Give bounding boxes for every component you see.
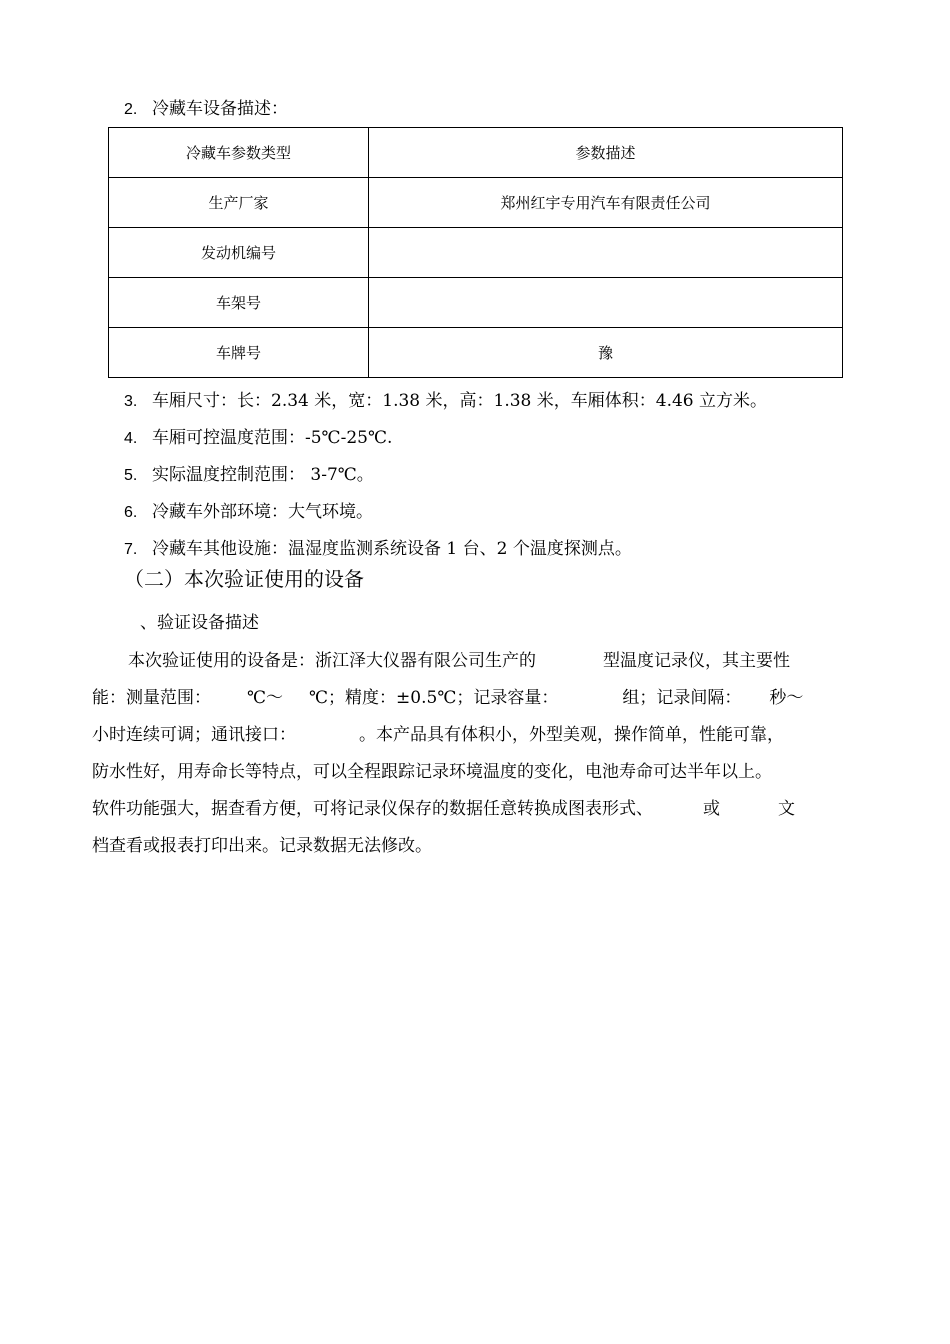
list-item-3	[124, 390, 767, 413]
vehicle-spec-table	[108, 127, 843, 378]
table-row	[109, 228, 843, 278]
table-header-cell: 冷藏车参数类型	[109, 128, 369, 178]
paragraph-line	[92, 798, 860, 820]
paragraph-line	[92, 687, 860, 709]
list-item-7	[124, 538, 632, 561]
table-cell-label: 发动机编号	[109, 228, 369, 278]
table-cell-value	[369, 278, 843, 328]
list-text: 冷藏车设备描述：	[152, 99, 288, 119]
list-text: 车厢尺寸：长：2.34 米，宽：1.38 米，高：1.38 米，车厢体积：4.46 立方米。	[152, 391, 768, 411]
paragraph-text: ℃；精度：±0.5℃；记录容量：	[309, 688, 559, 708]
table-row	[109, 178, 843, 228]
list-text: 车厢可控温度范围：-5℃-25℃.	[152, 428, 393, 448]
paragraph-text: 软件功能强大，据查看方便，可将记录仪保存的数据任意转换成图表形式、	[92, 799, 653, 819]
list-text: 冷藏车其他设施：温湿度监测系统设备 1 台、2 个温度探测点。	[152, 539, 632, 559]
table-header-cell: 参数描述	[369, 128, 843, 178]
list-text: 实际温度控制范围： 3-7℃。	[152, 465, 374, 485]
list-item-2	[124, 98, 288, 121]
paragraph-line	[92, 650, 860, 672]
table-row	[109, 278, 843, 328]
table-cell-value: 郑州红宇专用汽车有限责任公司	[369, 178, 843, 228]
paragraph-text: 。本产品具有体积小，外型美观，操作简单，性能可靠，	[359, 725, 784, 745]
paragraph-text: 型温度记录仪，其主要性	[603, 651, 790, 671]
table-cell-label: 车架号	[109, 278, 369, 328]
list-number: 3.	[124, 393, 138, 410]
paragraph-text: 档查看或报表打印出来。记录数据无法修改。	[92, 836, 432, 856]
paragraph-text: 文	[778, 799, 795, 819]
table-header-row	[109, 128, 843, 178]
paragraph-line	[92, 724, 860, 746]
paragraph-text: 本次验证使用的设备是：浙江泽大仪器有限公司生产的	[128, 651, 536, 671]
list-text: 冷藏车外部环境：大气环境。	[152, 502, 373, 522]
list-item-5	[124, 464, 374, 487]
list-number: 6.	[124, 504, 138, 521]
section-heading: （二）本次验证使用的设备	[124, 567, 364, 591]
list-item-6	[124, 501, 373, 524]
list-number: 4.	[124, 430, 138, 447]
list-number: 7.	[124, 541, 138, 558]
paragraph-text: 小时连续可调；通讯接口：	[92, 725, 296, 745]
paragraph-line	[92, 835, 860, 857]
list-item-4	[124, 427, 392, 450]
table-cell-value: 豫	[369, 328, 843, 378]
paragraph-text: 能：测量范围：	[92, 688, 211, 708]
table-cell-label: 生产厂家	[109, 178, 369, 228]
paragraph-text: 防水性好，用寿命长等特点，可以全程跟踪记录环境温度的变化，电池寿命可达半年以上。	[92, 762, 772, 782]
paragraph-text: ℃～	[247, 688, 284, 708]
paragraph-line	[92, 761, 860, 783]
list-number: 2.	[124, 101, 138, 118]
table-cell-value	[369, 228, 843, 278]
paragraph-text: 秒～	[769, 688, 804, 708]
subsection-heading: 、验证设备描述	[140, 613, 259, 633]
table-cell-label: 车牌号	[109, 328, 369, 378]
paragraph-text: 或	[703, 799, 720, 819]
paragraph-text: 组；记录间隔：	[622, 688, 742, 708]
table-row	[109, 328, 843, 378]
list-number: 5.	[124, 467, 138, 484]
